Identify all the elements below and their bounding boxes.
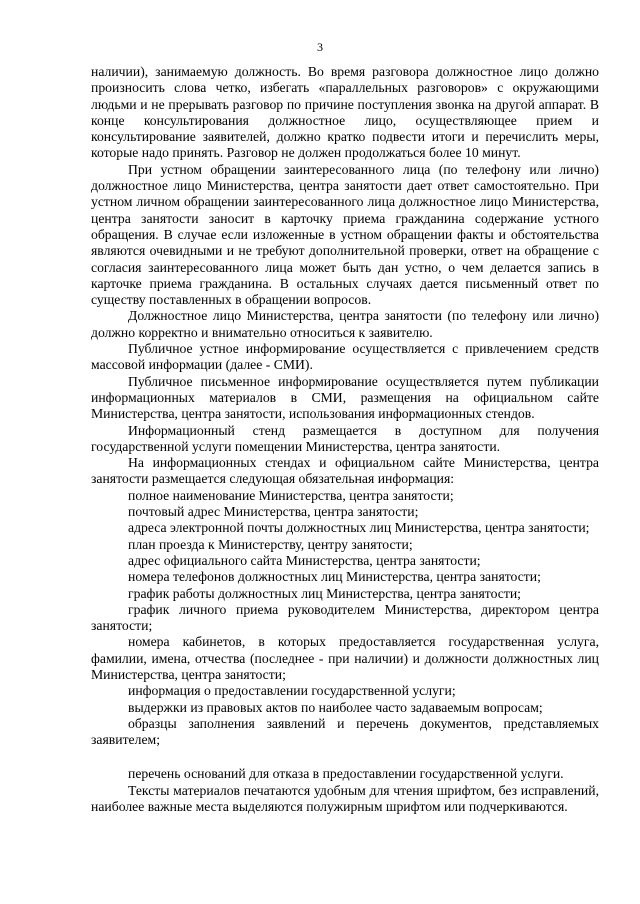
list-item: адрес официального сайта Министерства, центра занятости; [128,552,481,568]
paragraph-oral-request: При устном обращении заинтересованного лица (по телефону или лично) должностное лицо Министерства, центра занятости дает ответ самостоятельно. При устном личном обращении заинтересованного лица должностное лицо Министерства, центра занятости заносит в карточку приема гражданина содержание устного обращения. В случае если изложенные в устном обращении факты и обстоятельства являются очевидными и не требуют дополнительной проверки, ответ на обращение с согласия заинтересованного лица может быть дан устно, о чем делается запись в карточке приема гражданина. В остальных случаях дается письменный ответ по существу поставленных в обращении вопросов. [91,161,599,308]
list-item: образцы заполнения заявлений и перечень документов, представляемых заявителем; [91,715,599,748]
paragraph-mandatory-info-intro: На информационных стендах и официальном сайте Министерства, центра занятости размещается следующая обязательная информация: [91,455,599,487]
list-item: график работы должностных лиц Министерства, центра занятости; [128,585,521,601]
paragraph-public-written-info: Публичное письменное информирование осуществляется путем публикации информационных материалов в СМИ, размещения на официальном сайте Министерства, центра занятости, использования информационных стендов. [91,373,599,422]
paragraph-public-oral-info: Публичное устное информирование осуществляется с привлечением средств массовой информации (далее - СМИ). [91,341,599,373]
paragraph-official-conduct: Должностное лицо Министерства, центра занятости (по телефону или лично) должно корректно и внимательно относиться к заявителю. [91,308,599,340]
paragraph-text-formatting: Тексты материалов печатаются удобным для чтения шрифтом, без исправлений, наиболее важные места выделяются полужирным шрифтом или подчеркиваются. [91,782,599,815]
list-item: номера телефонов должностных лиц Министерства, центра занятости; [128,569,541,585]
list-item: выдержки из правовых актов по наиболее часто задаваемым вопросам; [128,699,543,715]
paragraph-info-stand: Информационный стенд размещается в доступном для получения государственной услуги помещении Министерства, центра занятости. [91,422,599,454]
list-item: номера кабинетов, в которых предоставляется государственная услуга, фамилии, имена, отчества (последнее - при наличии) и должности должностных лиц Министерства, центра занятости; [91,634,599,682]
list-item: адреса электронной почты должностных лиц Министерства, центра занятости; [128,520,590,536]
list-item: график личного приема руководителем Министерства, директором центра занятости; [91,601,599,634]
list-item: информация о предоставлении государственной услуги; [128,683,456,699]
list-item: полное наименование Министерства, центра занятости; [128,487,454,503]
list-item: перечень оснований для отказа в предоставлении государственной услуги. [128,766,564,782]
list-item: план проезда к Министерству, центру занятости; [128,536,413,552]
paragraph-continuation: наличии), занимаемую должность. Во время разговора должностное лицо должно произносить слова четко, избегать «параллельных разговоров» с окружающими людьми и не прерывать разговор по причине поступления звонка на другой аппарат. В конце консультирования должностное лицо, осуществляющее прием и консультирование заявителей, должно кратко подвести итоги и перечислить меры, которые надо принять. Разговор не должен продолжаться более 10 минут. [91,64,599,161]
document-body [91,64,599,815]
list-item: почтовый адрес Министерства, центра занятости; [128,504,419,520]
page-number: 3 [317,40,323,54]
